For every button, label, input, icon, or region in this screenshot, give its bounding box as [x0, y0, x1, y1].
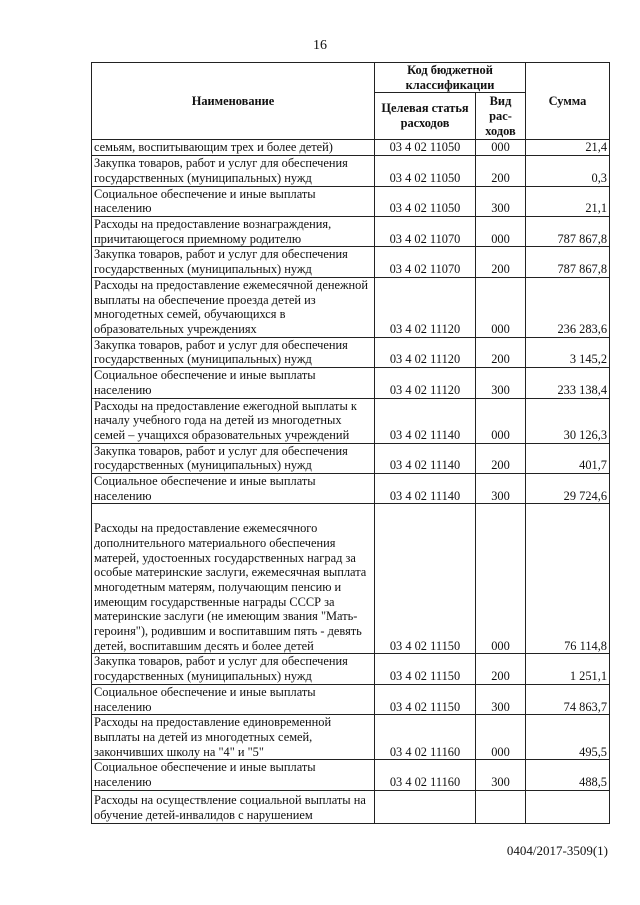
row-target-article: 03 4 02 11050 — [375, 186, 476, 216]
row-name: семьям, воспитывающим трех и более детей) — [92, 140, 375, 156]
row-target-article: 03 4 02 11150 — [375, 654, 476, 684]
row-target-article: 03 4 02 11070 — [375, 216, 476, 246]
table-row — [92, 790, 610, 823]
row-expense-type: 000 — [476, 140, 526, 156]
row-expense-type: 300 — [476, 474, 526, 504]
header-code-group: Код бюджетной классификации — [375, 63, 526, 93]
row-sum: 787 867,8 — [526, 247, 610, 277]
document-number: 0404/2017-3509(1) — [506, 843, 608, 858]
row-name: Социальное обеспечение и иные выплаты населению — [92, 474, 375, 504]
row-expense-type — [476, 790, 526, 823]
row-name: Закупка товаров, работ и услуг для обеспечения государственных (муниципальных) нужд — [92, 654, 375, 684]
table-row — [92, 337, 610, 367]
row-name: Расходы на осуществление социальной выплаты на обучение детей-инвалидов с нарушением — [92, 790, 375, 823]
row-expense-type: 300 — [476, 760, 526, 790]
row-target-article: 03 4 02 11150 — [375, 504, 476, 654]
table-row — [92, 443, 610, 473]
row-sum: 76 114,8 — [526, 504, 610, 654]
table-row — [92, 277, 610, 337]
row-target-article: 03 4 02 11140 — [375, 443, 476, 473]
row-sum: 401,7 — [526, 443, 610, 473]
row-name: Закупка товаров, работ и услуг для обеспечения государственных (муниципальных) нужд — [92, 247, 375, 277]
row-sum: 495,5 — [526, 715, 610, 760]
row-sum: 488,5 — [526, 760, 610, 790]
row-name: Расходы на предоставление ежемесячного дополнительного материального обеспечения матерей, удостоенных государственных наград за особые материнские заслуги, ежемесячная выплата многодетным матерям, получающим пенсию и имеющим государственные награды СССР за материнские заслуги (не имеющим звания "Мать-героиня"), родившим и воспитавшим пять - девять детей, воспитавшим десять и более детей — [92, 504, 375, 654]
row-sum — [526, 790, 610, 823]
row-target-article: 03 4 02 11050 — [375, 156, 476, 186]
row-sum: 0,3 — [526, 156, 610, 186]
row-target-article: 03 4 02 11140 — [375, 474, 476, 504]
table-body — [92, 140, 610, 823]
table-row — [92, 474, 610, 504]
row-name: Закупка товаров, работ и услуг для обеспечения государственных (муниципальных) нужд — [92, 443, 375, 473]
row-target-article: 03 4 02 11150 — [375, 684, 476, 714]
row-sum: 3 145,2 — [526, 337, 610, 367]
table-row — [92, 140, 610, 156]
row-sum: 21,4 — [526, 140, 610, 156]
row-target-article: 03 4 02 11120 — [375, 368, 476, 398]
row-sum: 74 863,7 — [526, 684, 610, 714]
row-sum: 236 283,6 — [526, 277, 610, 337]
row-expense-type: 300 — [476, 186, 526, 216]
row-name: Закупка товаров, работ и услуг для обеспечения государственных (муниципальных) нужд — [92, 156, 375, 186]
row-expense-type: 000 — [476, 277, 526, 337]
table-row — [92, 186, 610, 216]
table-row — [92, 247, 610, 277]
table-row — [92, 760, 610, 790]
row-sum: 1 251,1 — [526, 654, 610, 684]
row-target-article — [375, 790, 476, 823]
table-row — [92, 654, 610, 684]
row-sum: 233 138,4 — [526, 368, 610, 398]
row-expense-type: 200 — [476, 247, 526, 277]
table-row — [92, 684, 610, 714]
row-expense-type: 200 — [476, 337, 526, 367]
row-expense-type: 300 — [476, 368, 526, 398]
row-expense-type: 300 — [476, 684, 526, 714]
row-expense-type: 000 — [476, 504, 526, 654]
row-name: Социальное обеспечение и иные выплаты населению — [92, 368, 375, 398]
row-sum: 30 126,3 — [526, 398, 610, 443]
page-number: 16 — [313, 38, 327, 53]
header-name: Наименование — [92, 63, 375, 140]
row-target-article: 03 4 02 11070 — [375, 247, 476, 277]
row-name: Расходы на предоставление вознаграждения, причитающегося приемному родителю — [92, 216, 375, 246]
table-row — [92, 368, 610, 398]
row-name: Социальное обеспечение и иные выплаты населению — [92, 684, 375, 714]
row-expense-type: 200 — [476, 654, 526, 684]
table-row — [92, 504, 610, 654]
row-name: Расходы на предоставление ежемесячной денежной выплаты на обеспечение проезда детей из многодетных семей, обучающихся в образовательных учреждениях — [92, 277, 375, 337]
row-expense-type: 000 — [476, 715, 526, 760]
header-target-article: Целевая статья расходов — [375, 93, 476, 140]
row-name: Социальное обеспечение и иные выплаты населению — [92, 760, 375, 790]
row-target-article: 03 4 02 11050 — [375, 140, 476, 156]
table-row — [92, 216, 610, 246]
table-row — [92, 156, 610, 186]
row-expense-type: 200 — [476, 443, 526, 473]
row-target-article: 03 4 02 11120 — [375, 337, 476, 367]
budget-table — [91, 62, 610, 824]
row-name: Расходы на предоставление единовременной выплаты на детей из многодетных семей, закончивших школу на "4" и "5" — [92, 715, 375, 760]
row-sum: 787 867,8 — [526, 216, 610, 246]
header-sum: Сумма — [526, 63, 610, 140]
row-expense-type: 200 — [476, 156, 526, 186]
row-name: Социальное обеспечение и иные выплаты населению — [92, 186, 375, 216]
header-expense-type: Вид рас-ходов — [476, 93, 526, 140]
row-target-article: 03 4 02 11140 — [375, 398, 476, 443]
row-name: Расходы на предоставление ежегодной выплаты к началу учебного года на детей из многодетных семей – учащихся образовательных учреждений — [92, 398, 375, 443]
row-target-article: 03 4 02 11120 — [375, 277, 476, 337]
table-row — [92, 398, 610, 443]
row-expense-type: 000 — [476, 216, 526, 246]
row-sum: 29 724,6 — [526, 474, 610, 504]
row-name: Закупка товаров, работ и услуг для обеспечения государственных (муниципальных) нужд — [92, 337, 375, 367]
row-expense-type: 000 — [476, 398, 526, 443]
row-target-article: 03 4 02 11160 — [375, 715, 476, 760]
row-sum: 21,1 — [526, 186, 610, 216]
table-row — [92, 715, 610, 760]
row-target-article: 03 4 02 11160 — [375, 760, 476, 790]
